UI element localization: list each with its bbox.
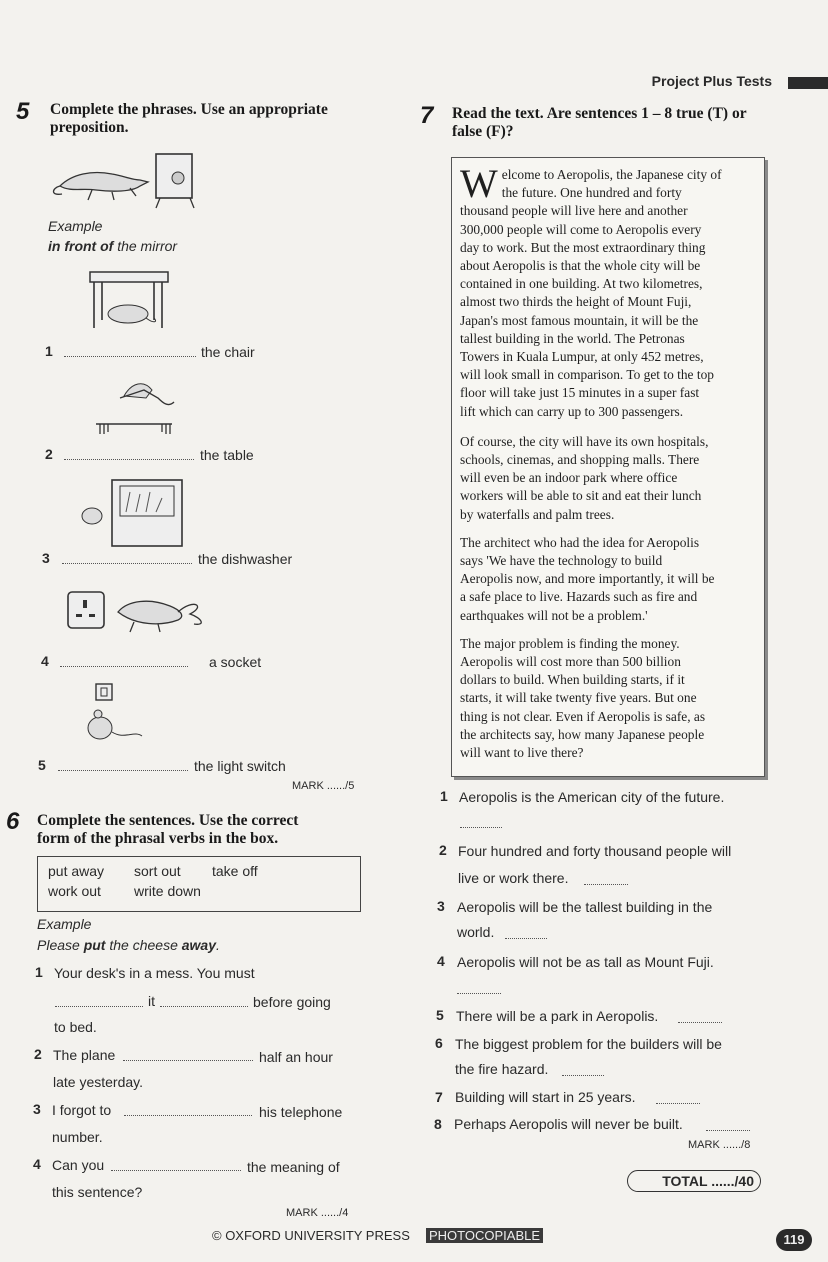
question-7-number: 7: [435, 1089, 443, 1105]
section-6-example-label: Example: [37, 916, 92, 932]
question-5-number: 5: [436, 1007, 444, 1023]
question-4-answer-blank[interactable]: [457, 993, 501, 994]
drop-cap: W: [460, 161, 498, 206]
section-5-item-2-blank[interactable]: [64, 459, 194, 460]
socket-and-rat-illustration: [66, 590, 208, 634]
section-6-item-1-blank-2[interactable]: [160, 1006, 248, 1007]
section-6-item-3-number: 3: [33, 1101, 41, 1117]
section-6-number: 6: [6, 808, 20, 835]
section-6-heading-line1: Complete the sentences. Use the correct: [37, 812, 299, 829]
section-6-item-4-after: the meaning of: [247, 1159, 340, 1175]
question-8-answer-blank[interactable]: [706, 1130, 750, 1131]
section-6-item-3-line1: I forgot to: [52, 1102, 112, 1118]
reading-line: Aeropolis now, and more importantly, it will be: [460, 571, 715, 587]
section-6-example-pre: Please: [37, 937, 84, 953]
section-6-item-1-line3: to bed.: [54, 1019, 97, 1035]
header-bar: [788, 77, 828, 89]
question-7-answer-blank[interactable]: [656, 1103, 700, 1104]
reading-line: lift which can carry up to 300 passengers.: [460, 403, 684, 419]
reading-line: Of course, the city will have its own hospitals,: [460, 433, 709, 449]
question-3-line2: world.: [457, 924, 495, 940]
reading-line: almost two thirds the height of Mount Fuji,: [460, 294, 692, 310]
section-6-item-1-after: before going: [253, 994, 331, 1010]
reading-line: about Aeropolis is that the whole city will be: [460, 258, 701, 274]
question-4-number: 4: [437, 953, 445, 969]
total-score-box: TOTAL ....../40: [627, 1170, 761, 1192]
question-5-text: There will be a park in Aeropolis.: [456, 1008, 659, 1024]
reading-line: schools, cinemas, and shopping malls. There: [460, 452, 700, 468]
section-5-item-2-number: 2: [45, 446, 53, 462]
section-6-item-2-line1: The plane: [53, 1047, 116, 1063]
section-6-item-1-number: 1: [35, 964, 43, 980]
reading-line: Japan's most famous mountain, it will be the: [460, 312, 699, 328]
section-6-heading-line2: form of the phrasal verbs in the box.: [37, 830, 279, 847]
light-switch-and-rat-illustration: [84, 682, 148, 746]
section-5-example-rest: the mirror: [113, 238, 178, 254]
rat-behind-dishwasher-illustration: [78, 478, 188, 550]
reading-line: thousand people will live here and another: [460, 203, 688, 219]
section-5-item-5-number: 5: [38, 757, 46, 773]
section-5-item-3-text: the dishwasher: [198, 551, 293, 567]
section-5-number: 5: [16, 98, 30, 125]
section-5-item-5-text: the light switch: [194, 758, 286, 774]
section-5-example-label: Example: [48, 218, 103, 234]
verb-sort-out: sort out: [134, 863, 181, 879]
section-7-heading-line2: false (F)?: [452, 123, 514, 140]
section-5-item-1-blank[interactable]: [64, 356, 196, 357]
reading-line: Aeropolis will cost more than 500 billion: [460, 654, 681, 670]
section-5-item-4-number: 4: [41, 653, 49, 669]
question-6-number: 6: [435, 1035, 443, 1051]
section-6-item-4-line1: Can you: [52, 1157, 105, 1173]
section-6-item-4-line2: this sentence?: [52, 1184, 143, 1200]
section-5-heading-line1: Complete the phrases. Use an appropriate: [50, 101, 328, 118]
reading-line: 300,000 people will come to Aeropolis every: [460, 221, 702, 237]
question-2-answer-blank[interactable]: [584, 884, 628, 885]
page-number-badge: 119: [776, 1229, 812, 1251]
section-5-item-2-text: the table: [200, 447, 254, 463]
reading-line: the future. One hundred and forty: [501, 185, 682, 201]
copyright-notice: © OXFORD UNIVERSITY PRESS: [212, 1228, 410, 1243]
section-6-example-bold-2: away: [181, 937, 216, 953]
section-5-item-1-number: 1: [45, 343, 53, 359]
question-4-text: Aeropolis will not be as tall as Mount Fuji.: [457, 954, 714, 970]
reading-line: earthquakes will not be a problem.': [460, 607, 648, 623]
rat-on-table-illustration: [92, 372, 182, 436]
question-2-number: 2: [439, 842, 447, 858]
section-6-example-text: [37, 937, 220, 953]
rat-under-chair-illustration: [88, 270, 178, 332]
question-1-answer-blank[interactable]: [460, 827, 502, 828]
section-5-item-4-text: a socket: [209, 654, 262, 670]
section-6-item-1-line1: Your desk's in a mess. You must: [54, 965, 255, 981]
section-6-item-2-number: 2: [34, 1046, 42, 1062]
question-6-line2: the fire hazard.: [455, 1061, 549, 1077]
section-5-item-1-text: the chair: [201, 344, 255, 360]
section-5-example-text: [48, 238, 177, 254]
verb-take-off: take off: [212, 863, 258, 879]
reading-line: will look small in comparison. To get to the top: [460, 367, 714, 383]
section-6-item-4-blank[interactable]: [111, 1170, 241, 1171]
question-3-number: 3: [437, 898, 445, 914]
question-3-answer-blank[interactable]: [505, 938, 547, 939]
reading-line: thing is not clear. Even if Aeropolis is safe, as: [460, 708, 706, 724]
question-2-line1: Four hundred and forty thousand people will: [458, 843, 732, 859]
section-6-item-3-blank[interactable]: [124, 1115, 252, 1116]
section-5-item-4-blank[interactable]: [60, 666, 188, 667]
reading-line: contained in one building. At two kilometres,: [460, 276, 703, 292]
reading-line: says 'We have the technology to build: [460, 553, 663, 569]
reading-line: starts, it will take twenty five years. But one: [460, 690, 697, 706]
question-2-line2: live or work there.: [458, 870, 569, 886]
section-5-heading-line2: preposition.: [50, 119, 129, 136]
reading-line: elcome to Aeropolis, the Japanese city of: [501, 167, 722, 182]
section-7-heading: [452, 105, 747, 141]
verb-work-out: work out: [48, 883, 101, 899]
question-8-number: 8: [434, 1116, 442, 1132]
section-6-item-3-line2: number.: [52, 1129, 103, 1145]
verb-put-away: put away: [48, 863, 105, 879]
phrasal-verbs-box: [37, 856, 361, 912]
reading-line: Towers in Kuala Lumpur, at only 452 metres,: [460, 349, 704, 365]
reading-line: day to work. But the most extraordinary thing: [460, 239, 706, 255]
reading-line: will want to live there?: [460, 745, 584, 761]
section-5-example-answer: in front of: [48, 238, 114, 254]
question-5-answer-blank[interactable]: [678, 1022, 722, 1023]
section-5-item-5-blank[interactable]: [58, 770, 188, 771]
section-6-item-3-after: his telephone: [259, 1104, 343, 1120]
photocopiable-badge: PHOTOCOPIABLE: [426, 1228, 543, 1243]
running-header: Project Plus Tests: [651, 73, 772, 89]
reading-line: The architect who had the idea for Aeropolis: [460, 534, 700, 550]
question-3-line1: Aeropolis will be the tallest building in the: [457, 899, 713, 915]
section-7-heading-line1: Read the text. Are sentences 1 – 8 true (T) or: [452, 105, 747, 122]
reading-paragraph-1: [460, 161, 760, 762]
section-7-number: 7: [420, 102, 434, 129]
reading-line: The major problem is finding the money.: [460, 635, 680, 651]
reading-text-box: [451, 157, 765, 777]
question-1-text: Aeropolis is the American city of the future.: [459, 789, 725, 805]
question-1-number: 1: [440, 788, 448, 804]
section-6-item-1-blank-1[interactable]: [55, 1006, 143, 1007]
section-6-item-2-line2: late yesterday.: [53, 1074, 144, 1090]
section-6-item-2-blank[interactable]: [123, 1060, 253, 1061]
reading-line: dollars to build. When building starts, if it: [460, 672, 685, 688]
question-8-text: Perhaps Aeropolis will never be built.: [454, 1116, 683, 1132]
section-5-item-3-blank[interactable]: [62, 563, 192, 564]
question-7-text: Building will start in 25 years.: [455, 1089, 636, 1105]
section-6-item-4-number: 4: [33, 1156, 41, 1172]
section-6-heading: [37, 812, 298, 848]
question-6-answer-blank[interactable]: [562, 1075, 604, 1076]
section-6-example-end: .: [216, 937, 220, 953]
section-5-item-3-number: 3: [42, 550, 50, 566]
section-6-item-1-it: it: [148, 993, 155, 1009]
question-6-line1: The biggest problem for the builders will be: [455, 1036, 722, 1052]
section-5-heading: [50, 101, 328, 137]
section-7-mark: MARK ....../8: [688, 1139, 751, 1151]
section-6-example-mid: the cheese: [105, 937, 182, 953]
verb-write-down: write down: [134, 883, 201, 899]
reading-line: will even be an indoor park where office: [460, 470, 678, 486]
section-6-mark: MARK ....../4: [286, 1207, 349, 1219]
reading-line: floor will take just 15 minutes in a super fast: [460, 385, 700, 401]
rat-mirror-illustration: [52, 152, 202, 212]
reading-line: tallest building in the world. The Petronas: [460, 330, 685, 346]
section-6-example-bold-1: put: [83, 937, 106, 953]
section-6-item-2-after: half an hour: [259, 1049, 333, 1065]
reading-line: a safe place to live. Hazards such as fire and: [460, 589, 698, 605]
reading-line: the architects say, how many Japanese people: [460, 726, 705, 742]
section-5-mark: MARK ....../5: [292, 780, 355, 792]
reading-line: by waterfalls and palm trees.: [460, 506, 615, 522]
reading-line: workers will be able to sit and eat their lunch: [460, 488, 702, 504]
